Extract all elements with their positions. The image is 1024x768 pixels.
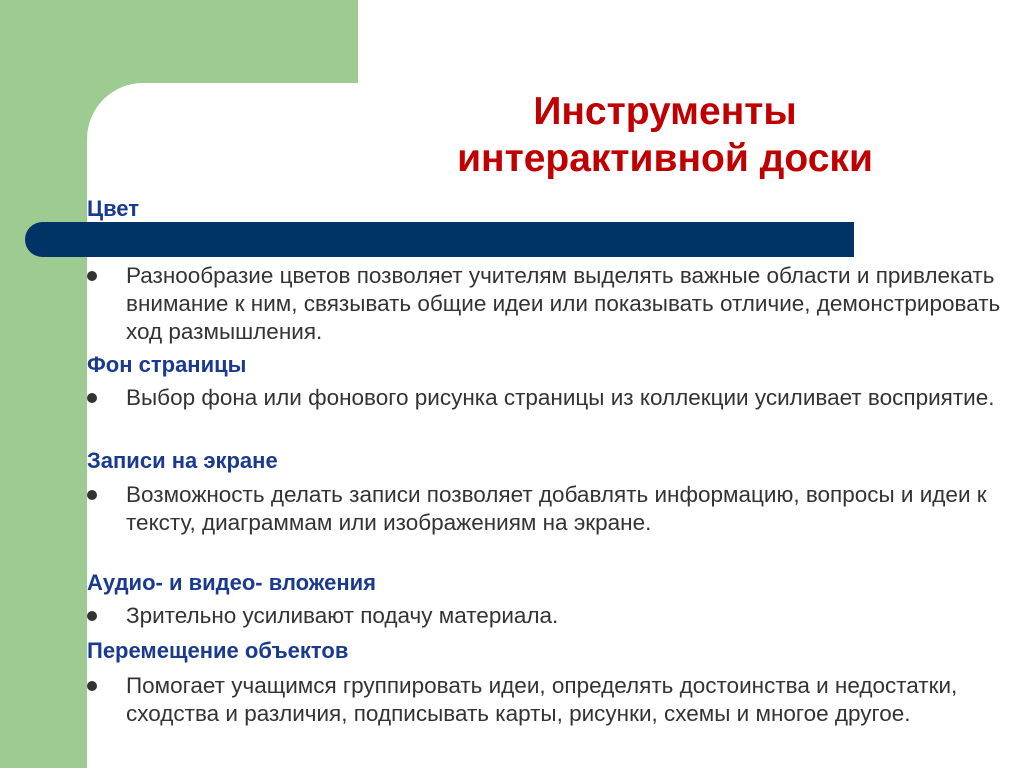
section-heading-moving-objects: Перемещение объектов [87, 638, 349, 663]
bullet-item-moving-objects [87, 672, 1012, 728]
section-heading-audio-video: Аудио- и видео- вложения [87, 570, 376, 595]
bullet-text: Зрительно усиливают подачу материала. [126, 603, 559, 628]
bullet-dot-icon [87, 393, 97, 403]
bullet-dot-icon [87, 681, 97, 691]
section-heading-screen-notes: Записи на экране [87, 448, 278, 473]
bullet-dot-icon [87, 490, 97, 500]
bullet-dot-icon [87, 271, 97, 281]
white-content-panel [87, 83, 1024, 768]
bullet-dot-icon [87, 611, 97, 621]
section-heading-page-background: Фон страницы [87, 352, 247, 377]
bullet-text: Разнообразие цветов позволяет учителям выделять важные области и привлекать внимание к ним, связывать общие идеи или показывать отличие, демонстрировать ход размышления. [126, 263, 1001, 344]
slide-title-line-2: интерактивной доски [457, 137, 873, 180]
slide-title-line-1: Инструменты [533, 90, 797, 133]
bullet-item-audio-video [87, 602, 1012, 630]
slide-title [380, 88, 950, 182]
bullet-item-color [87, 262, 1012, 346]
bullet-text: Помогает учащимся группировать идеи, определять достоинства и недостатки, сходства и различия, подписывать карты, рисунки, схемы и многое другое. [126, 673, 958, 726]
section-heading-color: Цвет [87, 196, 140, 221]
bullet-item-page-background [87, 384, 1012, 412]
bullet-item-screen-notes [87, 481, 1012, 537]
navy-divider-bar [25, 222, 854, 257]
bullet-text: Возможность делать записи позволяет добавлять информацию, вопросы и идеи к тексту, диаграммам или изображениям на экране. [126, 482, 987, 535]
bullet-text: Выбор фона или фонового рисунка страницы из коллекции усиливает восприятие. [126, 385, 995, 410]
